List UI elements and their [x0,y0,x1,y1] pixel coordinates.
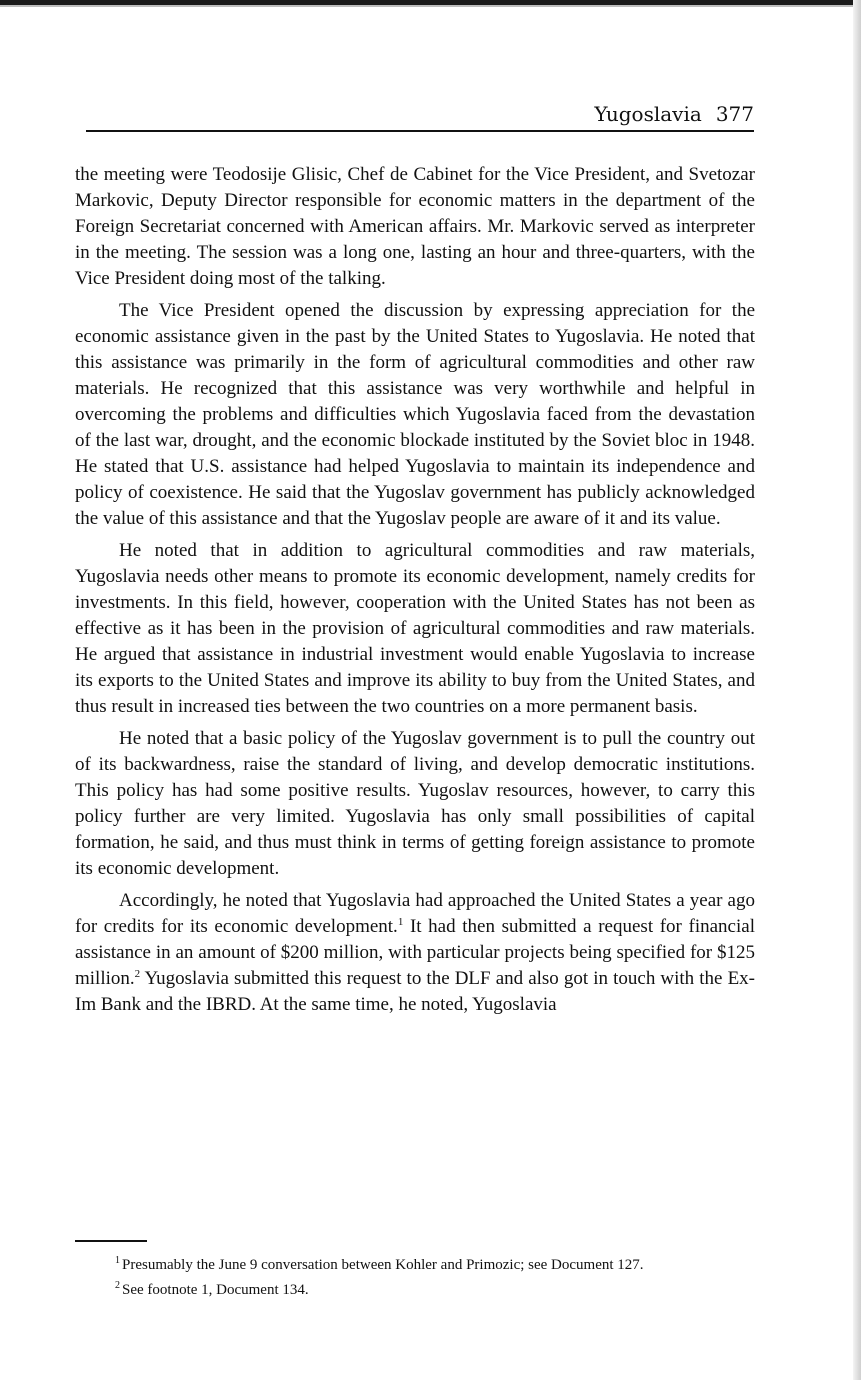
footnote [75,1281,755,1300]
paragraph: The Vice President opened the discussion by expressing appreciation for the economic assistance given in the past by the United States to Yugoslavia. He noted that this assistance was primarily in the form of agricultural commodities and other raw materials. He recognized that this assistance was very worthwhile and helpful in overcoming the problems and difficulties which Yugoslavia faced from the devastation of the last war, drought, and the economic blockade instituted by the Soviet bloc in 1948. He stated that U.S. assistance had helped Yugoslavia to maintain its independence and policy of coexistence. He said that the Yugoslav government has publicly acknowledged the value of this assistance and that the Yugoslav people are aware of it and its value. [75,300,755,529]
running-header [86,100,754,132]
top-scan-edge [0,0,861,5]
footnote-number: 1 [115,1255,120,1266]
paragraph: He noted that a basic policy of the Yugoslav government is to pull the country out of its backwardness, raise the standard of living, and develop democratic institutions. This policy has had some positive results. Yugoslav resources, however, to carry this policy further are very limited. Yugoslavia has only small possibilities of capital formation, he said, and thus must think in terms of getting foreign assistance to promote its economic development. [75,728,755,879]
paragraph [75,888,755,1018]
running-head-text [594,100,754,128]
footnotes [75,1256,755,1306]
footnote-ref[interactable]: 1 [397,916,404,928]
footnote-divider [75,1240,147,1242]
footnote-text: See footnote 1, Document 134. [122,1282,309,1298]
page-edge-shadow [853,0,861,1380]
paragraph-text: It had then submitted a request for financial assistance in an amount of $200 million, with particular projects being specified for $125 million. [75,916,755,989]
section-title: Yugoslavia [594,102,702,126]
footnote-number: 2 [115,1280,120,1291]
paragraph-continued: the meeting were Teodosije Glisic, Chef de Cabinet for the Vice President, and Svetozar Markovic, Deputy Director responsible for economic matters in the department of the Foreign Secretariat concerned with American affairs. Mr. Markovic served as interpreter in the meeting. The session was a long one, lasting an hour and three-quarters, with the Vice President doing most of the talking. [75,164,755,289]
page-number: 377 [715,102,754,126]
paragraph: He noted that in addition to agricultural commodities and raw materials, Yugoslavia needs other means to promote its economic development, namely credits for investments. In this field, however, cooperation with the United States has not been as effective as it has been in the provision of agricultural commodities and raw materials. He argued that assistance in industrial investment would enable Yugoslavia to increase its exports to the United States and improve its ability to buy from the United States, and thus result in increased ties between the two countries on a more permanent basis. [75,540,755,717]
footnote [75,1256,755,1275]
footnote-text: Presumably the June 9 conversation between Kohler and Primozic; see Document 127. [122,1257,644,1273]
paragraph-text: Accordingly, he noted that Yugoslavia had approached the United States a year ago for credits for its economic development. [75,890,755,937]
paragraph-text: Yugoslavia submitted this request to the DLF and also got in touch with the Ex-Im Bank and the IBRD. At the same time, he noted, Yugoslavia [75,968,755,1015]
footnote-ref[interactable]: 2 [134,968,141,980]
body-text [75,162,755,1024]
